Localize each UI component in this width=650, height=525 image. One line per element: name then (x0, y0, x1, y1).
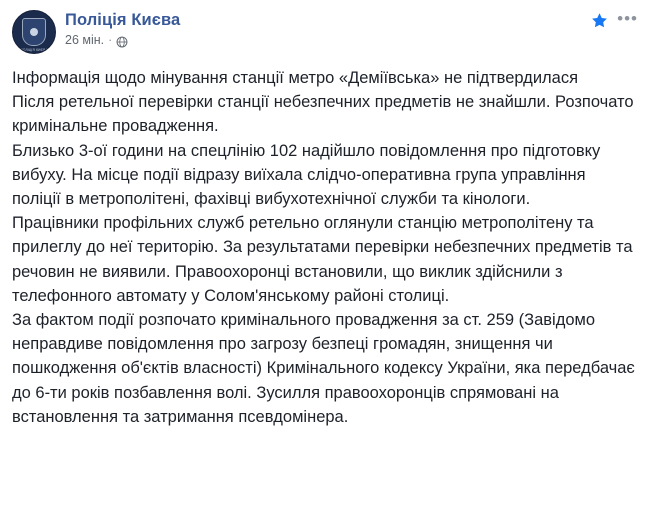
avatar-ring-label: ПОЛІЦІЯ КИЄВА (20, 48, 48, 52)
globe-icon[interactable] (116, 36, 128, 48)
post-header-actions (591, 8, 638, 29)
post-paragraph-5: За фактом події розпочато кримінального провадження за ст. 259 (Завідомо неправдиве повідомлення про загрозу безпеці громадян, знищення чи пошкодження об'єктів власності) Кримінального кодексу України, яка передбачає до 6-ти років позбавлення волі. Зусилля правоохоронців спрямовані на встановлення та затримання псевдомінера. (12, 311, 635, 426)
post-header (0, 0, 650, 58)
post-paragraph-1: Інформація щодо мінування станції метро «Деміївська» не підтвердилася (12, 69, 579, 87)
post-header-text (65, 10, 638, 48)
star-icon[interactable] (591, 12, 608, 29)
post-paragraph-4: Працівники профільних служб ретельно оглянули станцію метрополітену та прилеглу до неї територію. За результатами перевірки небезпечних предметів та речовин не виявили. Правоохоронці встановили, що виклик здійснили з телефонного автомату у Солом'янському районі столиці. (12, 214, 633, 305)
page-name-link[interactable]: Поліція Києва (65, 11, 181, 29)
meta-separator: · (108, 33, 113, 47)
more-options-icon[interactable]: ••• (617, 8, 638, 28)
post-paragraph-3: Близько 3-ої години на спецлінію 102 надійшло повідомлення про підготовку вибуху. На місце події відразу виїхала слідчо-оперативна група управління поліції в метрополітені, фахівці вибухотехнічної служби та кінологи. (12, 141, 601, 209)
post-body (0, 58, 650, 429)
police-shield-icon (22, 18, 46, 46)
post-meta (65, 33, 638, 48)
post-timestamp[interactable]: 26 мін. (65, 33, 105, 47)
avatar[interactable] (12, 10, 56, 54)
post-paragraph-2: Після ретельної перевірки станції небезпечних предметів не знайшли. Розпочато кримінальне провадження. (12, 93, 634, 136)
